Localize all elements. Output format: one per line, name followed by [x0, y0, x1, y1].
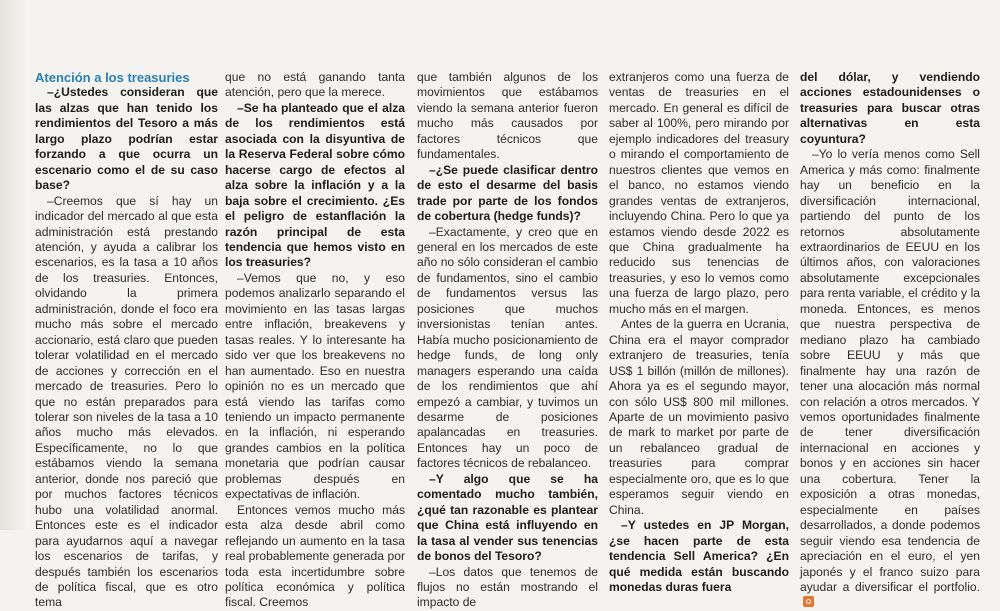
article-column-4: [609, 70, 789, 594]
answer-continuation: que también algunos de los movimientos que estábamos viendo la semana anterior fueron mucho más causados por factores técnicos que fundamentales.: [417, 70, 598, 162]
answer-continuation: extranjeros como una fuerza de ventas de treasuries en el mercado. En general es difícil de saber al 100%, pero mirando por ejemplo indicadores del treasury o mirando el comportamiento de nuestros clientes que vemos en el banco, no estamos viendo grandes ventas de extranjeros, incluyendo China. Pero lo que ya estamos viendo desde 2022 es que China gradualmente ha reducido sus tenencias de treasuries, y eso lo vemos como una fuerza de largo plazo, pero mucho más en el margen.: [609, 70, 789, 316]
section-heading: Atención a los treasuries: [35, 70, 190, 85]
interview-question: –Se ha planteado que el alza de los rendimientos está asociada con la disyuntiva de la Reserva Federal sobre cómo hacerse cargo de efectos al alza sobre la inflación y a la baja sobre el crecimiento. ¿Es el peligro de estanflación la razón principal de esta tendencia que hemos visto en los treasuries?: [225, 100, 405, 270]
interview-answer: –Vemos que no, y eso podemos analizarlo separando el movimiento en las tasas largas entre inflación, breakevens y tasas reales. Y lo interesante ha sido ver que los breakevens no han aumentado. Eso en nuestra opinión no es un mercado que está viendo las tarifas como teniendo un impacto permanente en la inflación, ni esperando grandes cambios en la política monetaria que podrían causar problemas después en expectativas de inflación.: [225, 270, 405, 502]
end-of-article-icon: [803, 596, 814, 607]
article-column-2: [225, 70, 405, 610]
page-gutter-shadow: [0, 0, 28, 530]
interview-answer: –Creemos que sí hay un indicador del mercado al que esta administración está prestando atención, y ayuda a calibrar los escenarios, es la tasa a 10 años de los treasuries. Entonces, olvidando la primera administración, donde el foco era mucho más sobre el mercado accionario, está claro que pueden tolerar volatilidad en el mercado de acciones y corrección en el mercado de treasuries. Pero lo que no están preparados para tolerar son niveles de la tasa a 10 años mucho más elevados. Específicamente, no lo que estábamos viendo la semana anterior, donde nos pareció que por muchos factores técnicos hubo una volatilidad anormal. Entonces este es el indicador para ayudarnos aquí a navegar los escenarios de tarifas, y después también los escenarios de política fiscal, que es otro tema: [35, 193, 218, 610]
interview-answer: –Los datos que tenemos de flujos no están mostrando el impacto de: [417, 564, 598, 610]
article-column-3: [417, 70, 598, 610]
question-continuation: del dólar, y vendiendo acciones estadounidenses o treasuries para buscar otras alternativas en esta coyuntura?: [800, 70, 980, 146]
interview-answer: [800, 147, 980, 611]
answer-continuation: que no está ganando tanta atención, pero que la merece.: [225, 70, 405, 100]
final-answer-text: –Yo lo vería menos como Sell America y más como: finalmente hay un beneficio en la diversificación internacional, partiendo del punto de los retornos absolutamente extraordinarios de EEUU en los últimos años, con valoraciones absolutamente excepcionales para renta variable, el crédito y la moneda. Entonces, es menos que nuestra perspectiva de mediano plazo ha cambiado sobre EEUU y más que finalmente hay una razón de tener una alocación más normal con relación a otros mercados. Y vemos oportunidades finalmente de tener diversificación internacional en acciones y bonos y en acciones sin hacer una cobertura. Tener la exposición a otras monedas, especialmente en países desarrollados, a donde podemos seguir viendo esa tendencia de apreciación en el euro, el yen japonés y el franco suizo para ayudar a diversificar el portfolio.: [800, 147, 980, 594]
article-column-1: [35, 70, 218, 610]
interview-question: –Y ustedes en JP Morgan, ¿se hacen parte de esta tendencia Sell America? ¿En qué medida están buscando monedas duras fuera: [609, 518, 789, 594]
interview-answer: –Exactamente, y creo que en general en los mercados de este año no sólo consideran el cambio de fundamentos, sino el cambio de fundamentos versus las posiciones que muchos inversionistas tenían antes. Había mucho posicionamiento de hedge funds, de long only managers esperando una caída de los rendimientos que ahí empezó a cambiar, y tuvimos un desarme de posiciones apalancadas en treasuries. Entonces hay un poco de factores técnicos de rebalanceo.: [417, 224, 598, 471]
interview-question: –Y algo que se ha comentado mucho también, ¿qué tan razonable es plantear que China está influyendo en la tasa al vender sus tenencias de bonos del Tesoro?: [417, 471, 598, 564]
article-column-5: [800, 70, 980, 594]
interview-question: –¿Se puede clasificar dentro de esto el desarme del basis trade por parte de los fondos de cobertura (hedge funds)?: [417, 162, 598, 224]
interview-answer: Antes de la guerra en Ucrania, China era el mayor comprador extranjero de treasuries, tenía US$ 1 billón (millón de millones). Ahora ya es el segundo mayor, con sólo US$ 800 mil millones. Aparte de un movimiento pasivo de mark to market por parte de un rebalanceo gradual de treasuries para comprar especialmente oro, que es lo que esperamos seguir viendo en China.: [609, 317, 789, 517]
interview-question: –¿Ustedes consideran que las alzas que han tenido los rendimientos del Tesoro a más largo plazo podrían estar forzando a que ocurra un escenario como el de su caso base?: [35, 85, 218, 193]
interview-answer: Entonces vemos mucho más esta alza desde abril como reflejando un aumento en la tasa real probablemente generada por toda esta incertidumbre sobre política económica y política fiscal. Creemos: [225, 502, 405, 610]
